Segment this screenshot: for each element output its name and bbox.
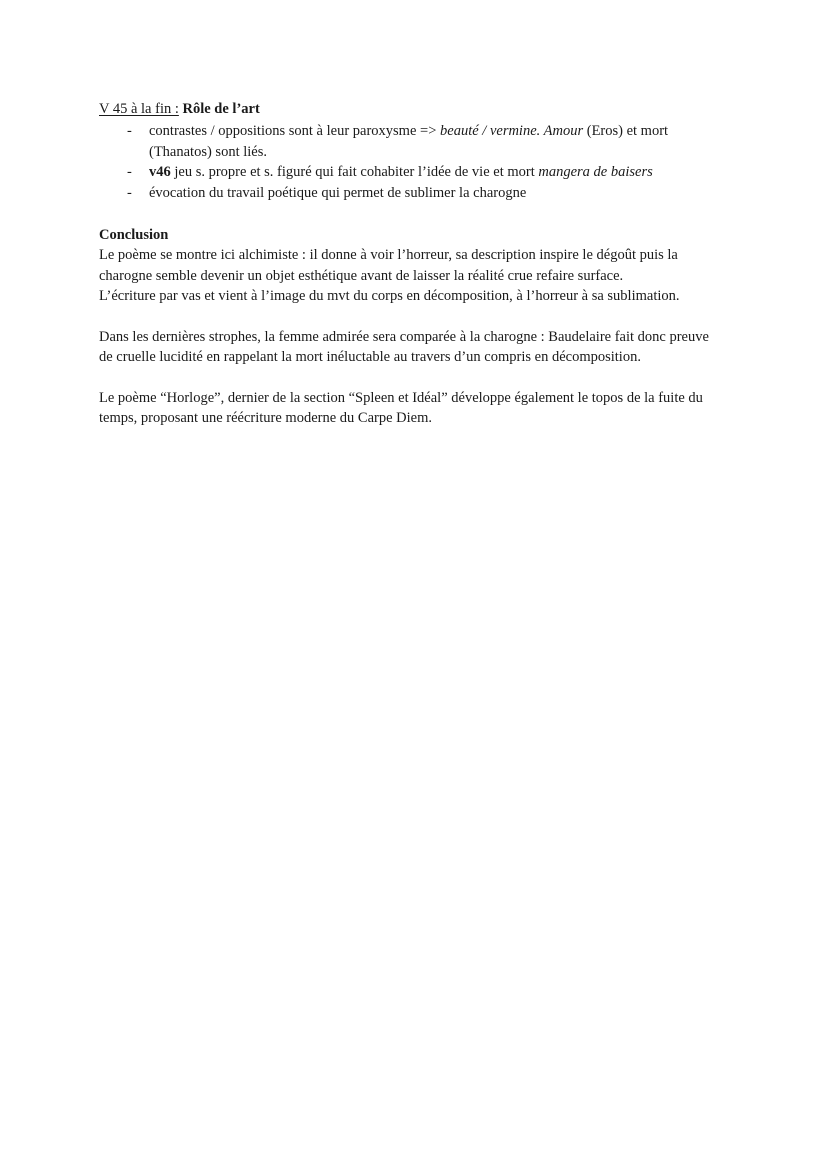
section-heading-reference: V 45 à la fin : bbox=[99, 101, 179, 117]
bullet-segment-italic: beauté / vermine. Amour bbox=[440, 123, 584, 139]
conclusion-heading: Conclusion bbox=[99, 227, 169, 243]
bullet-segment: (Eros) et mort (Thanatos) sont liés. bbox=[149, 123, 669, 160]
bullet-text bbox=[149, 123, 668, 160]
list-item bbox=[99, 121, 719, 162]
bullet-segment: évocation du travail poétique qui permet de sublimer la charogne bbox=[149, 184, 527, 201]
paragraph: Le poème se montre ici alchimiste : il donne à voir l’horreur, sa description inspire le dégoût puis la charogne semble devenir un objet esthétique avant de laisser la réalité crue refaire surface. bbox=[99, 247, 678, 284]
bullet-dash-icon: - bbox=[127, 123, 132, 139]
bullet-segment: jeu s. propre et s. figuré qui fait cohabiter l’idée de vie et mort bbox=[170, 164, 539, 180]
bullet-text bbox=[149, 185, 526, 201]
list-item bbox=[99, 162, 719, 183]
spacer bbox=[99, 307, 719, 327]
paragraph: Dans les dernières strophes, la femme admirée sera comparée à la charogne : Baudelaire fait donc preuve de cruelle lucidité en rappelant la mort inéluctable au travers d’un compris en décomposition. bbox=[99, 328, 709, 365]
bullet-dash-icon: - bbox=[127, 164, 132, 180]
spacer bbox=[99, 203, 719, 225]
section-heading bbox=[99, 99, 719, 119]
bullet-segment: contrastes / oppositions sont à leur paroxysme => bbox=[149, 123, 441, 139]
bullet-segment-bold: v46 bbox=[149, 164, 171, 180]
bullet-list bbox=[99, 121, 719, 203]
bullet-dash-icon: - bbox=[127, 184, 132, 201]
bullet-text bbox=[149, 164, 653, 180]
list-item bbox=[99, 183, 719, 204]
bullet-segment-italic: mangera de baisers bbox=[538, 164, 653, 180]
spacer bbox=[99, 368, 719, 388]
section-heading-title: Rôle de l’art bbox=[182, 101, 260, 117]
paragraph: Le poème “Horloge”, dernier de la section “Spleen et Idéal” développe également le topos de la fuite du temps, proposant une réécriture moderne du Carpe Diem. bbox=[99, 389, 703, 426]
document-content bbox=[99, 99, 719, 429]
paragraph: L’écriture par vas et vient à l’image du mvt du corps en décomposition, à l’horreur à sa sublimation. bbox=[99, 288, 680, 304]
